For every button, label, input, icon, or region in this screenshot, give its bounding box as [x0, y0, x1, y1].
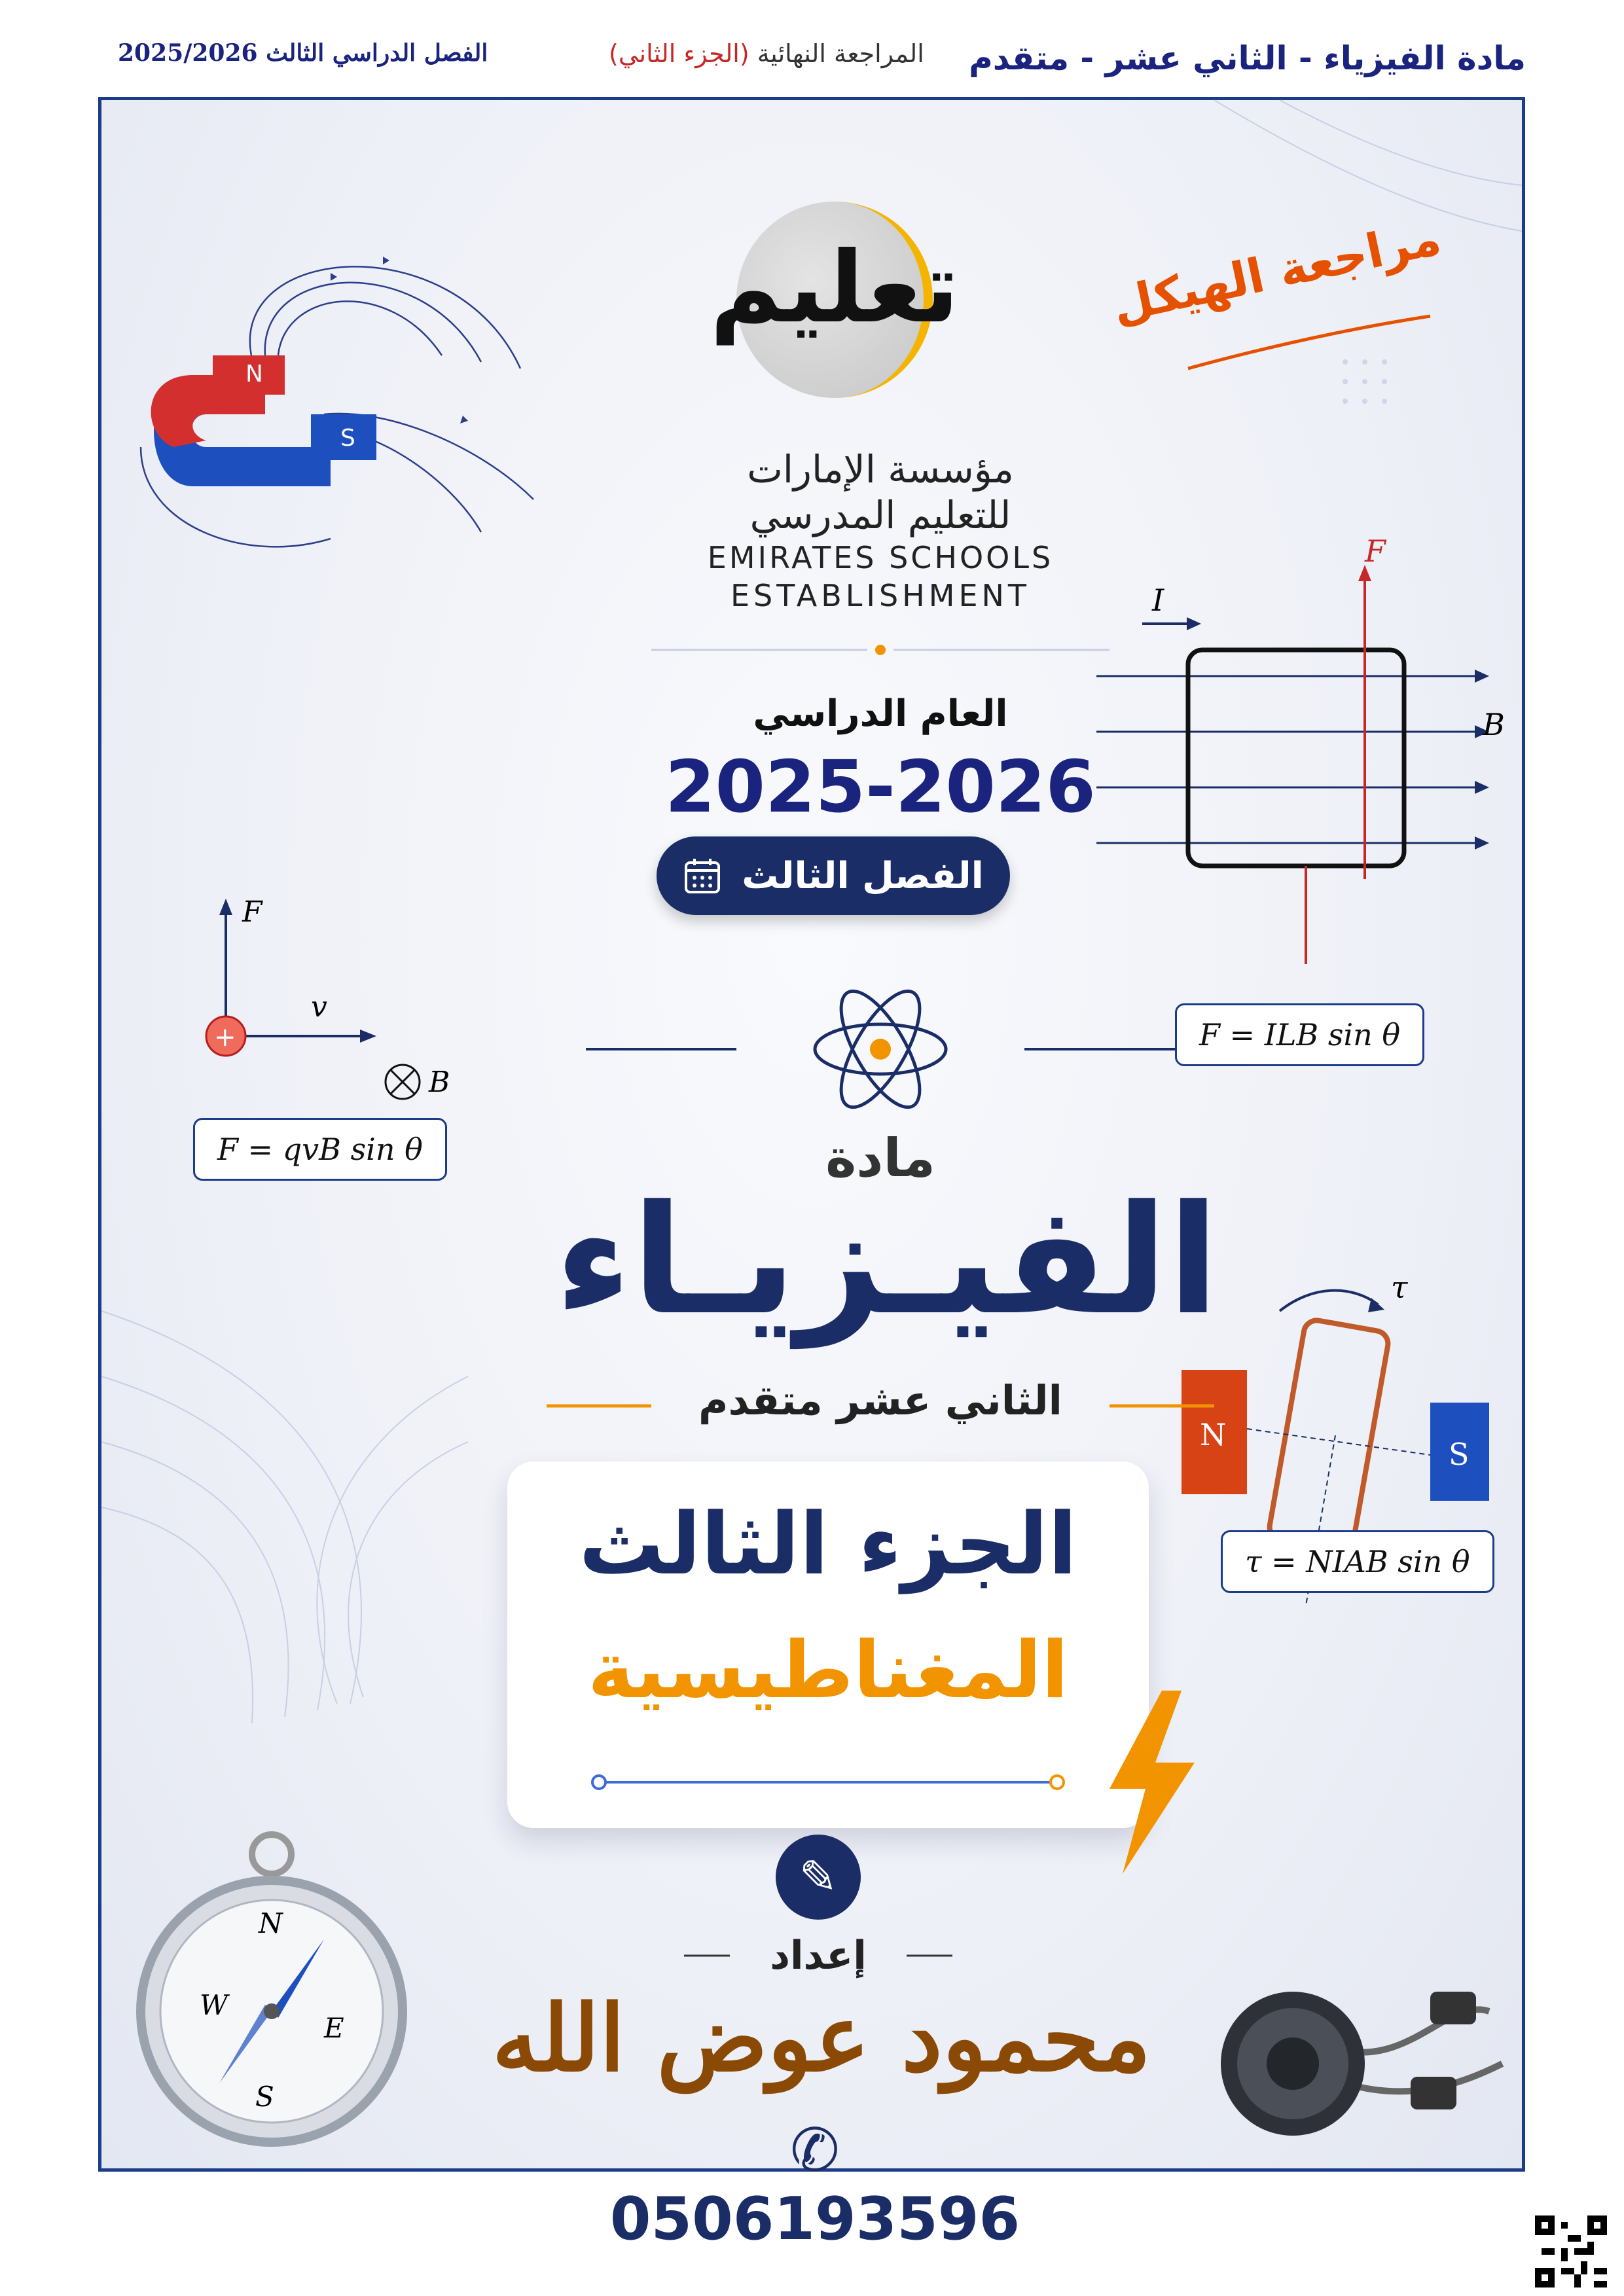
header-part: (الجزء الثاني): [609, 39, 749, 68]
phone-icon: ✆: [790, 2116, 840, 2185]
compass-e: E: [324, 2012, 344, 2044]
card-slider-line: [586, 1772, 1070, 1792]
atom-divider: [586, 971, 1175, 1128]
b-field-label: B: [429, 1066, 450, 1099]
year-value: 2025-2026: [665, 745, 1096, 829]
header-review-label: المراجعة النهائية: [757, 39, 924, 68]
year-label: العام الدراسي: [753, 692, 1008, 735]
grade-label: الثاني عشر متقدم: [698, 1376, 1062, 1424]
logo-word: تعليم: [710, 231, 960, 345]
torque-label: τ: [1391, 1270, 1408, 1305]
review-underline: [1182, 310, 1443, 375]
header-term: الفصل الدراسي الثالث 2025/2026: [118, 39, 488, 67]
term-label: الفصل الثالث: [742, 854, 984, 897]
term-pill: [657, 836, 1010, 915]
qr-code: [1535, 2215, 1607, 2287]
subject-label: مادة: [825, 1128, 935, 1189]
current-label: I: [1152, 583, 1164, 618]
formula-qvb: F = qvB sin θ: [193, 1118, 447, 1181]
part-subtitle: المغناطيسية: [587, 1625, 1069, 1716]
prepared-by-label: إعداد: [770, 1933, 867, 1979]
speaker-icon: [1214, 1867, 1515, 2155]
header-subject: مادة الفيزياء - الثاني عشر - متقدم: [969, 39, 1526, 77]
subject-title: الفيـزيـاء: [554, 1174, 1219, 1348]
current-loop: [1188, 650, 1404, 866]
logo-divider: [651, 637, 1110, 663]
motor-n-label: N: [1200, 1417, 1227, 1452]
compass-s: S: [255, 2081, 274, 2113]
org-name-english-1: EMIRATES SCHOOLS: [707, 540, 1054, 575]
force-up-label: F: [1365, 533, 1386, 569]
review-tag: مراجعة الهيكل: [1107, 209, 1446, 334]
compass: [128, 1815, 429, 2155]
part-title: الجزء الثالث: [579, 1494, 1077, 1594]
b-label-right: B: [1483, 707, 1505, 742]
org-name-english-2: ESTABLISHMENT: [730, 578, 1031, 613]
magnet-s-label: S: [340, 425, 355, 452]
compass-w: W: [200, 1989, 228, 2021]
author-name: محمود عوض الله: [492, 1985, 1151, 2092]
motor-coil: [1267, 1318, 1390, 1552]
org-name-arabic-2: للتعليم المدرسي: [749, 493, 1011, 537]
lightning-icon: [1096, 1691, 1201, 1874]
charge-force-diagram: [167, 853, 494, 1099]
compass-n: N: [259, 1907, 283, 1939]
force-label: F: [242, 895, 262, 929]
motor-s-label: S: [1449, 1437, 1470, 1472]
wire-loop-diagram: [1083, 512, 1509, 879]
magnet-n-label: N: [245, 361, 263, 387]
phone-value: 0506193596: [609, 2185, 1020, 2253]
formula-ilb: F = ILB sin θ: [1175, 1003, 1424, 1066]
cover-frame: [98, 97, 1525, 2253]
calendar-icon: [683, 856, 722, 895]
velocity-label: v: [311, 990, 327, 1024]
horseshoe-magnet: [115, 251, 586, 591]
phone-number: [586, 2116, 1044, 2253]
formula-niab: τ = NIAB sin θ: [1221, 1530, 1494, 1593]
pen-icon: ✎: [776, 1835, 861, 1920]
svg-text:+: +: [214, 1022, 236, 1052]
org-name-arabic-1: مؤسسة الإمارات: [747, 447, 1014, 492]
header-review: [609, 39, 924, 79]
